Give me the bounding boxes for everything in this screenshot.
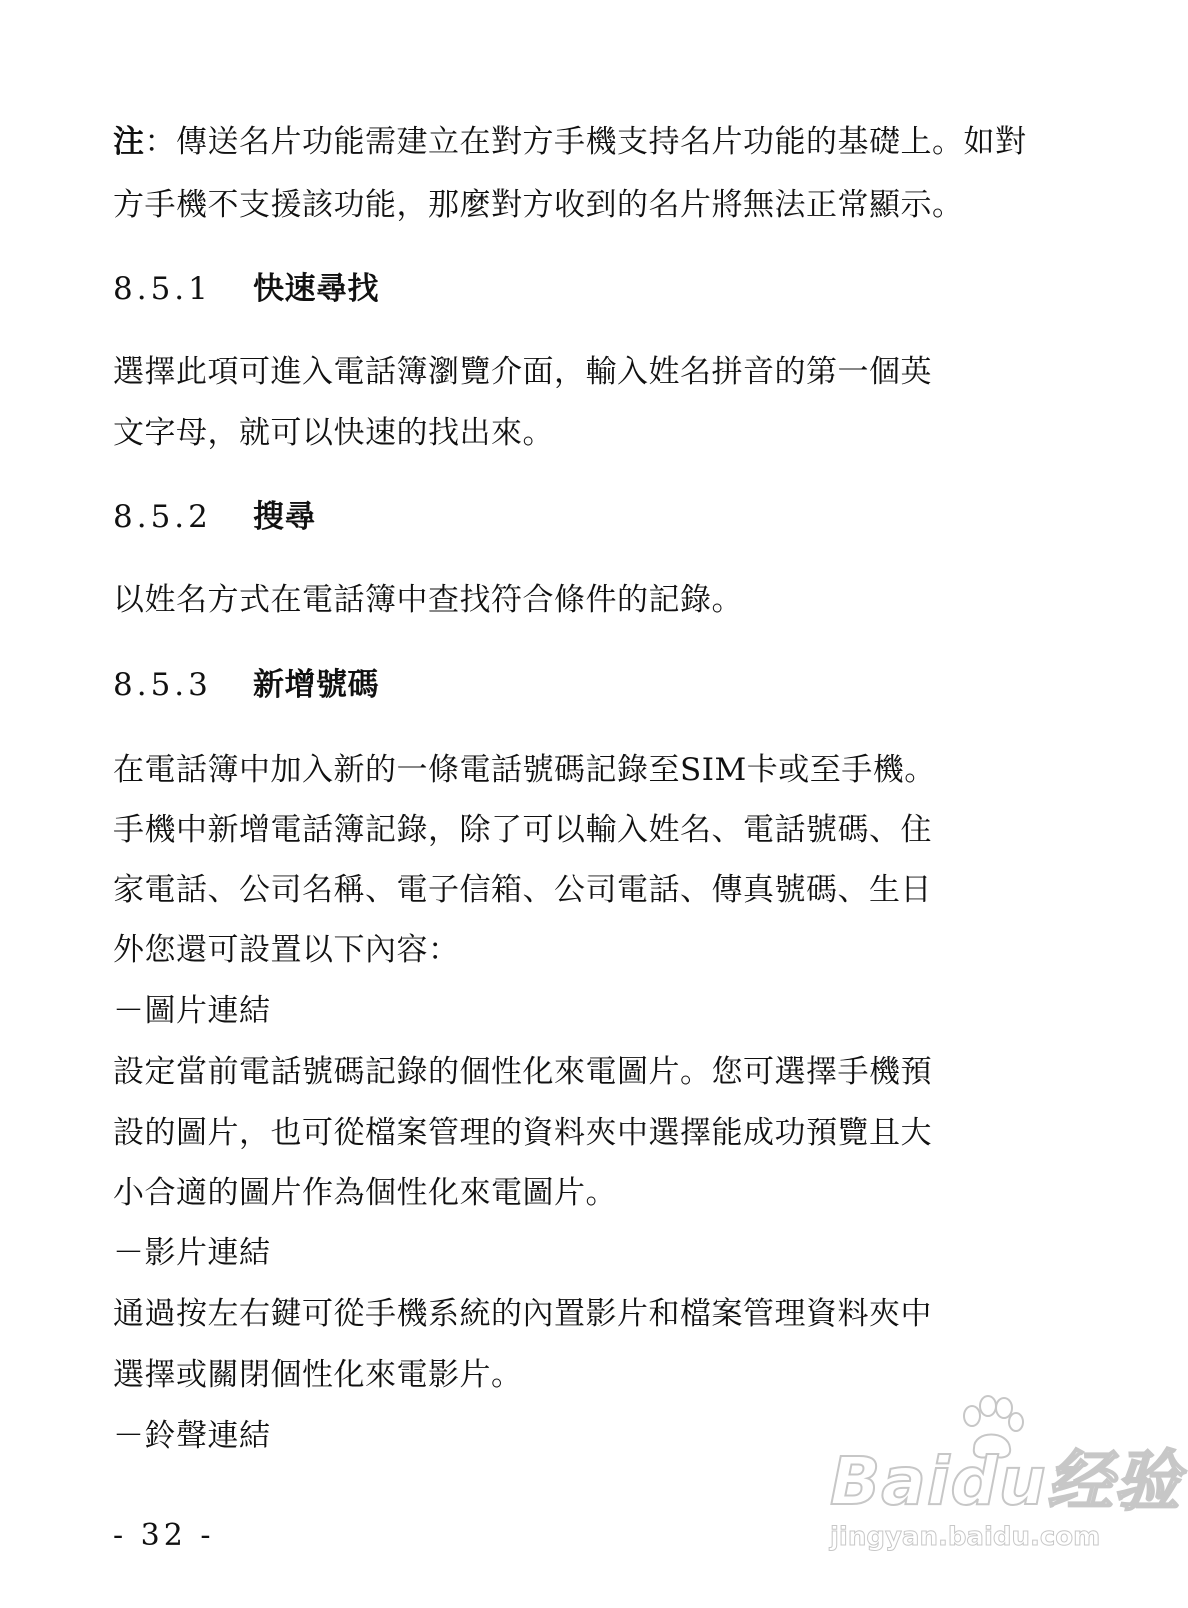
section-title: 新增號碼 (253, 667, 379, 703)
list-item-image-link: －圖片連結 (113, 993, 271, 1029)
paragraph-line: 文字母，就可以快速的找出來。 (113, 415, 554, 451)
section-heading-8-5-2 (113, 497, 316, 537)
paragraph-line: 選擇此項可進入電話簿瀏覽介面，輸入姓名拼音的第一個英 (113, 354, 932, 390)
section-number: 8.5.2 (113, 499, 212, 535)
note-line-2: 方手機不支援該功能，那麼對方收到的名片將無法正常顯示。 (113, 187, 964, 223)
paragraph-line: 設定當前電話號碼記錄的個性化來電圖片。您可選擇手機預 (113, 1054, 932, 1090)
paragraph-line: 設的圖片，也可從檔案管理的資料夾中選擇能成功預覽且大 (113, 1115, 932, 1151)
section-title: 快速尋找 (253, 271, 379, 307)
paragraph-line: 家電話、公司名稱、電子信箱、公司電話、傳真號碼、生日 (113, 872, 932, 908)
paragraph-line: 以姓名方式在電話簿中查找符合條件的記錄。 (113, 582, 743, 618)
paragraph-line: 外您還可設置以下內容： (113, 932, 460, 968)
paragraph-line: 選擇或關閉個性化來電影片。 (113, 1357, 523, 1393)
section-number: 8.5.1 (113, 271, 212, 307)
page-number: - 32 - (113, 1518, 215, 1553)
paragraph-line: 小合適的圖片作為個性化來電圖片。 (113, 1175, 617, 1211)
paragraph-line: 在電話簿中加入新的一條電話號碼記錄至SIM卡或至手機。 (113, 752, 936, 788)
note-line-1 (113, 122, 1027, 162)
watermark-logo-text: Baidu经验 (830, 1443, 1181, 1520)
section-heading-8-5-3 (113, 665, 379, 705)
watermark-url: jingyan.baidu.com (830, 1522, 1101, 1552)
list-item-ringtone-link: －鈴聲連結 (113, 1418, 271, 1454)
paragraph-line: 手機中新增電話簿記錄，除了可以輸入姓名、電話號碼、住 (113, 812, 932, 848)
note-text: ：傳送名片功能需建立在對方手機支持名片功能的基礎上。如對 (144, 124, 1027, 160)
section-number: 8.5.3 (113, 667, 212, 703)
section-title: 搜尋 (253, 499, 316, 535)
list-item-video-link: －影片連結 (113, 1235, 271, 1271)
note-label: 注 (113, 124, 145, 160)
section-heading-8-5-1 (113, 269, 379, 309)
baidu-watermark (830, 1390, 1181, 1580)
paragraph-line: 通過按左右鍵可從手機系統的內置影片和檔案管理資料夾中 (113, 1296, 932, 1332)
